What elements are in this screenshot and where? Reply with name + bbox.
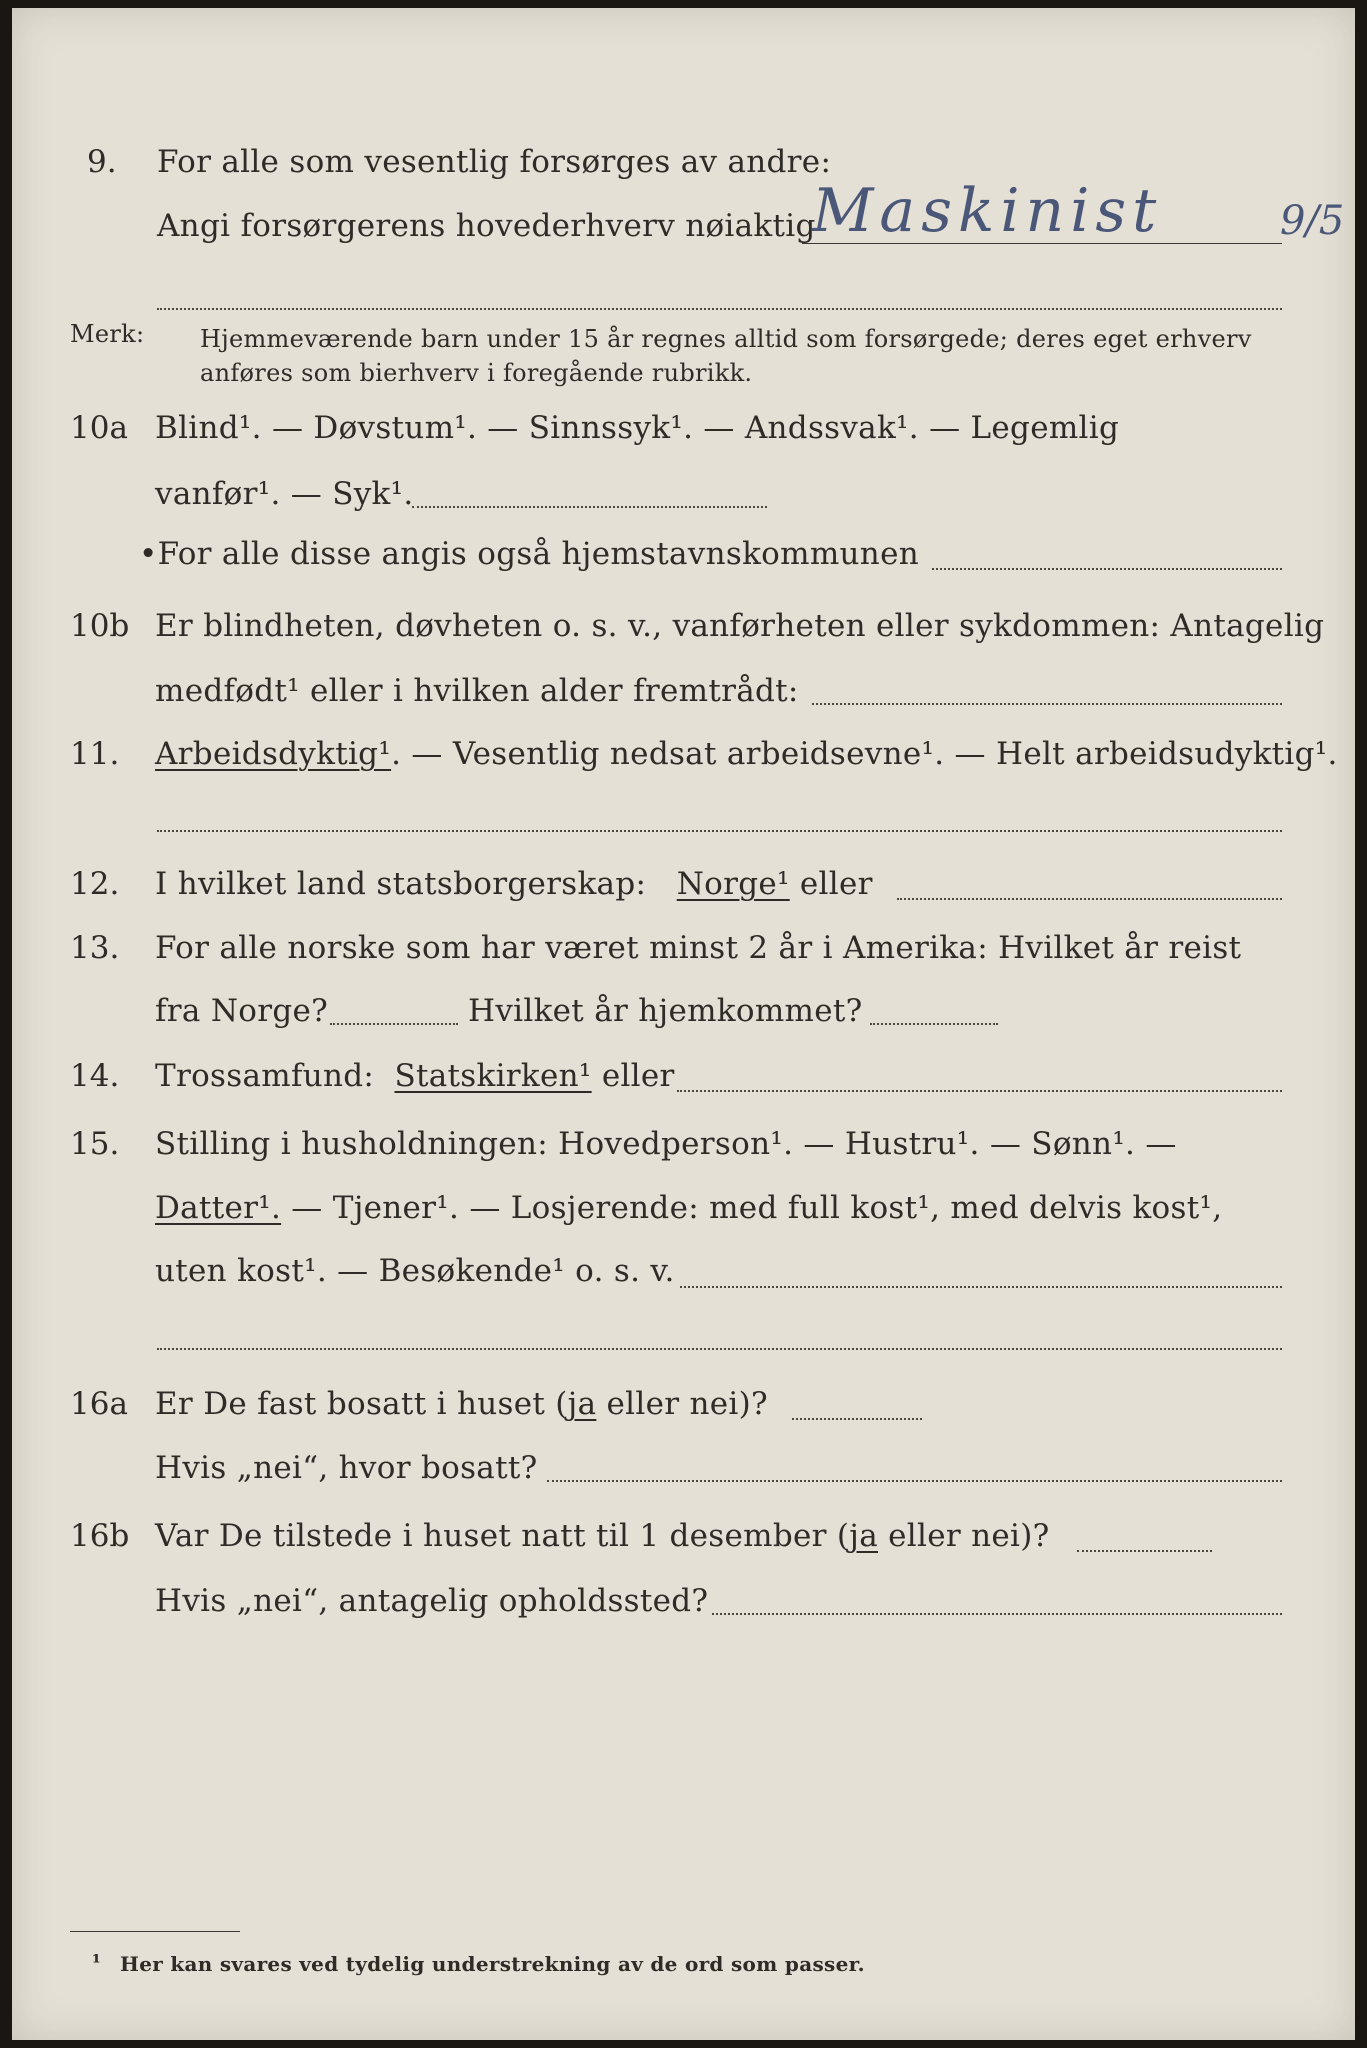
q9-answer-line [802,243,1282,244]
q14-number: 14. [70,1058,120,1094]
footnote-rule [70,1931,240,1932]
q11-number: 11. [70,736,120,772]
q10a-line1: Blind¹. — Døvstum¹. — Sinnssyk¹. — Andssvak¹. — Legemlig [155,410,1120,446]
q16b-text-end: eller nei)? [878,1518,1050,1554]
q16a-text-start: Er De fast bosatt i huset ( [155,1386,568,1422]
q16a-line2: Hvis „nei“, hvor bosatt? [155,1450,538,1486]
merk-line1: Hjemmeværende barn under 15 år regnes alltid som forsørgede; deres eget erhverv [200,325,1252,353]
q16a-line1 [155,1386,768,1422]
q16b-number: 16b [70,1518,130,1554]
q16b-text-start: Var De tilstede i huset natt til 1 desember ( [155,1518,850,1554]
q15-line3: uten kost¹. — Besøkende¹ o. s. v. [155,1253,675,1289]
q13-number: 13. [70,930,120,966]
census-form-page [12,8,1355,2040]
q10b-line2: medfødt¹ eller i hvilken alder fremtrådt: [155,673,799,709]
q9-line2: Angi forsørgerens hovederhverv nøiaktig [157,208,816,244]
q15-line1: Stilling i husholdningen: Hovedperson¹. — Hustru¹. — Sønn¹. — [155,1126,1177,1162]
footnote-text: Her kan svares ved tydelig understrekning av de ord som passer. [120,1952,865,1976]
q10a-line2: vanfør¹. — Syk¹. [155,476,414,512]
q14-after: eller [601,1058,675,1094]
q14-line [155,1058,675,1094]
q9-line1: For alle som vesentlig forsørges av andre: [157,144,832,180]
q16a-answer-line [792,1418,922,1420]
q16b-line1 [155,1518,1050,1554]
q16a-choice-underlined: ja [567,1386,597,1422]
q13-hjemkommet-line [870,1023,998,1025]
q16b-line2: Hvis „nei“, antagelig opholdssted? [155,1583,709,1619]
q15-number: 15. [70,1126,120,1162]
q16a-number: 16a [70,1386,128,1422]
q9-handwritten-answer: Maskinist [812,176,1163,246]
q16a-bosatt-line [547,1480,1282,1482]
q9-handwritten-code: 9/5 [1280,198,1345,244]
q11-rest: . — Vesentlig nedsat arbeidsevne¹. — Helt arbeidsudyktig¹. [391,736,1338,772]
q13-reist-line [330,1023,458,1025]
q15-extra-line [157,1348,1282,1350]
merk-label: Merk: [70,320,145,348]
q16a-text-end: eller nei)? [596,1386,768,1422]
q10a-syk-line [412,506,767,508]
q14-choice-underlined: Statskirken¹ [394,1058,592,1094]
q15-line2-rest: — Tjener¹. — Losjerende: med full kost¹, med delvis kost¹, [291,1190,1223,1226]
q12-line [155,866,873,902]
q10a-line3: •For alle disse angis også hjemstavnskommunen [139,536,919,572]
q12-text: I hvilket land statsborgerskap: [155,866,647,902]
q11-extra-line [157,830,1282,832]
q10a-number: 10a [70,410,128,446]
q9-extra-line [157,308,1282,310]
q12-choice-underlined: Norge¹ [676,866,790,902]
footnote-marker: ¹ [92,1950,102,1974]
q16b-opholdssted-line [712,1613,1282,1615]
q16b-answer-line [1077,1550,1212,1552]
q12-answer-line [897,898,1282,900]
q14-text: Trossamfund: [155,1058,375,1094]
q15-line2 [155,1190,1222,1226]
q10a-kommune-line [932,568,1282,570]
q10b-number: 10b [70,608,130,644]
q9-number: 9. [87,144,117,180]
q10b-line1: Er blindheten, døvheten o. s. v., vanførheten eller sykdommen: Antagelig [155,608,1325,644]
merk-line2: anføres som bierhverv i foregående rubrikk. [200,359,753,387]
q11-choice-underlined: Arbeidsdyktig¹ [155,736,392,772]
q12-number: 12. [70,866,120,902]
q15-choice-underlined: Datter¹. [155,1190,282,1226]
q14-answer-line [677,1090,1282,1092]
q11-line [155,736,1338,772]
q10b-answer-line [812,703,1282,705]
q13-line2b: Hvilket år hjemkommet? [468,993,863,1029]
q13-line2a: fra Norge? [155,993,329,1029]
q13-line1: For alle norske som har været minst 2 år i Amerika: Hvilket år reist [155,930,1242,966]
q15-answer-line [680,1286,1282,1288]
q12-after: eller [799,866,873,902]
q16b-choice-underlined: ja [849,1518,878,1554]
